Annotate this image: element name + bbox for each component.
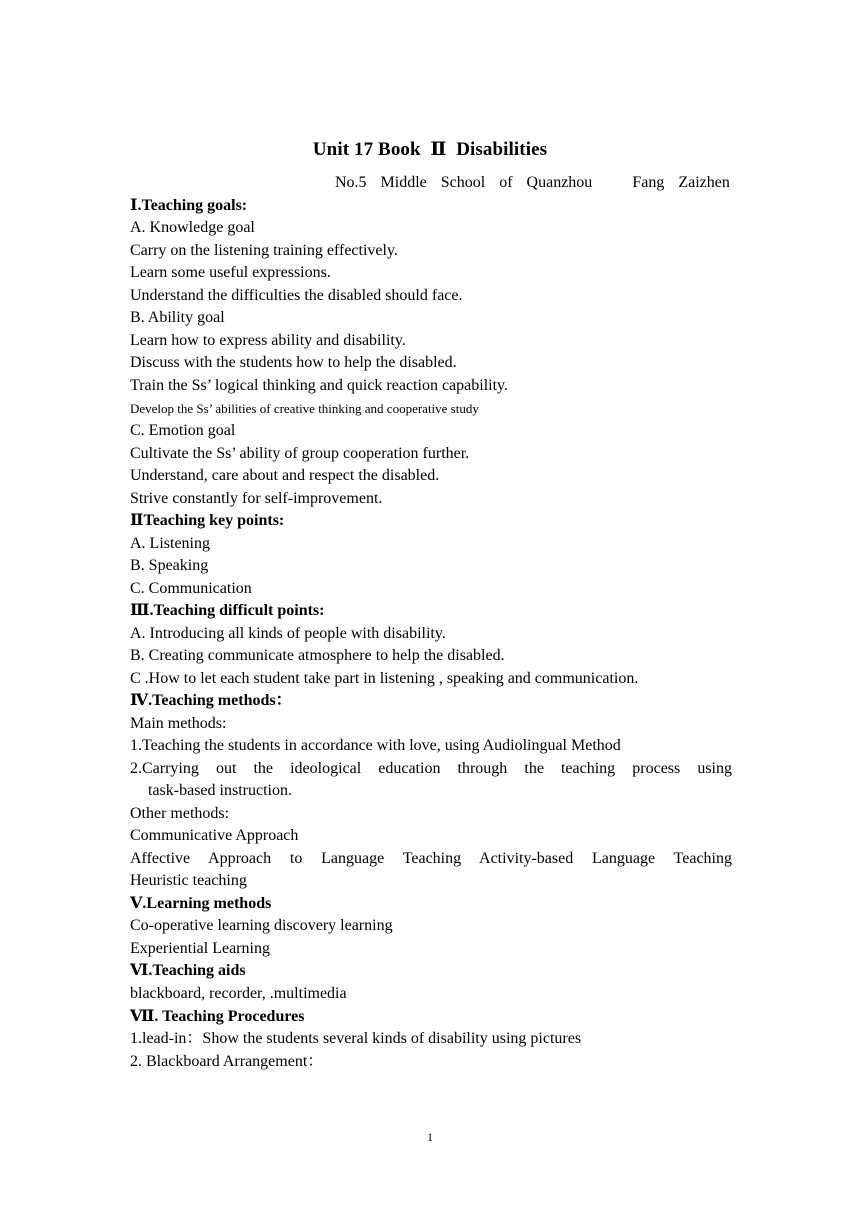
section-heading-teaching-goals: Ⅰ.Teaching goals:	[130, 197, 248, 214]
text-line: A. Introducing all kinds of people with disability.	[130, 625, 446, 642]
text-line: Discuss with the students how to help the disabled.	[130, 354, 457, 371]
subheading-knowledge-goal: A. Knowledge goal	[130, 219, 255, 236]
text-line: Learn some useful expressions.	[130, 264, 331, 281]
text-line: C. Communication	[130, 580, 252, 597]
text-line: Other methods:	[130, 805, 230, 822]
text-line: 1.lead-in：Show the students several kinds of disability using pictures	[130, 1030, 582, 1047]
subheading-emotion-goal: C. Emotion goal	[130, 422, 236, 439]
text-line: Affective Approach to Language Teaching Activity-based Language Teaching	[130, 850, 732, 867]
section-heading-teaching-aids: Ⅵ.Teaching aids	[130, 962, 246, 979]
text-line: 2.Carrying out the ideological education through the teaching process using	[130, 760, 732, 777]
text-line: B. Creating communicate atmosphere to help the disabled.	[130, 647, 505, 664]
text-line: 1.Teaching the students in accordance with love, using Audiolingual Method	[130, 737, 621, 754]
text-line: C .How to let each student take part in listening , speaking and communication.	[130, 670, 639, 687]
text-line: 2. Blackboard Arrangement：	[130, 1053, 324, 1070]
page-number: 1	[427, 1130, 433, 1144]
author-name: Fang Zaizhen	[632, 174, 730, 191]
text-line: Understand, care about and respect the disabled.	[130, 467, 440, 484]
section-heading-key-points: ⅡTeaching key points:	[130, 512, 285, 529]
text-line: task-based instruction.	[148, 782, 292, 799]
text-line: Main methods:	[130, 715, 227, 732]
text-line: Understand the difficulties the disabled should face.	[130, 287, 463, 304]
text-line: Train the Ss’ logical thinking and quick reaction capability.	[130, 377, 508, 394]
school-name: No.5 Middle School of Quanzhou	[335, 174, 593, 191]
text-line: Heuristic teaching	[130, 872, 247, 889]
text-line: Experiential Learning	[130, 940, 270, 957]
byline	[335, 172, 730, 194]
section-heading-teaching-methods: Ⅳ.Teaching methods：	[130, 692, 292, 709]
section-heading-learning-methods: Ⅴ.Learning methods	[130, 895, 272, 912]
text-line: B. Speaking	[130, 557, 209, 574]
text-line: A. Listening	[130, 535, 210, 552]
text-line: Strive constantly for self-improvement.	[130, 490, 383, 507]
text-line: Learn how to express ability and disability.	[130, 332, 406, 349]
text-line: Carry on the listening training effectively.	[130, 242, 398, 259]
text-line: Cultivate the Ss’ ability of group cooperation further.	[130, 445, 470, 462]
text-line: blackboard, recorder, .multimedia	[130, 985, 347, 1002]
text-line: Communicative Approach	[130, 827, 299, 844]
section-heading-difficult-points: Ⅲ.Teaching difficult points:	[130, 602, 325, 619]
subheading-ability-goal: B. Ability goal	[130, 309, 225, 326]
text-line: Develop the Ss’ abilities of creative thinking and cooperative study	[130, 401, 479, 416]
document-title: Unit 17 Book Ⅱ Disabilities	[312, 139, 548, 160]
text-line: Co-operative learning discovery learning	[130, 917, 393, 934]
section-heading-teaching-procedures: Ⅶ. Teaching Procedures	[130, 1008, 305, 1025]
